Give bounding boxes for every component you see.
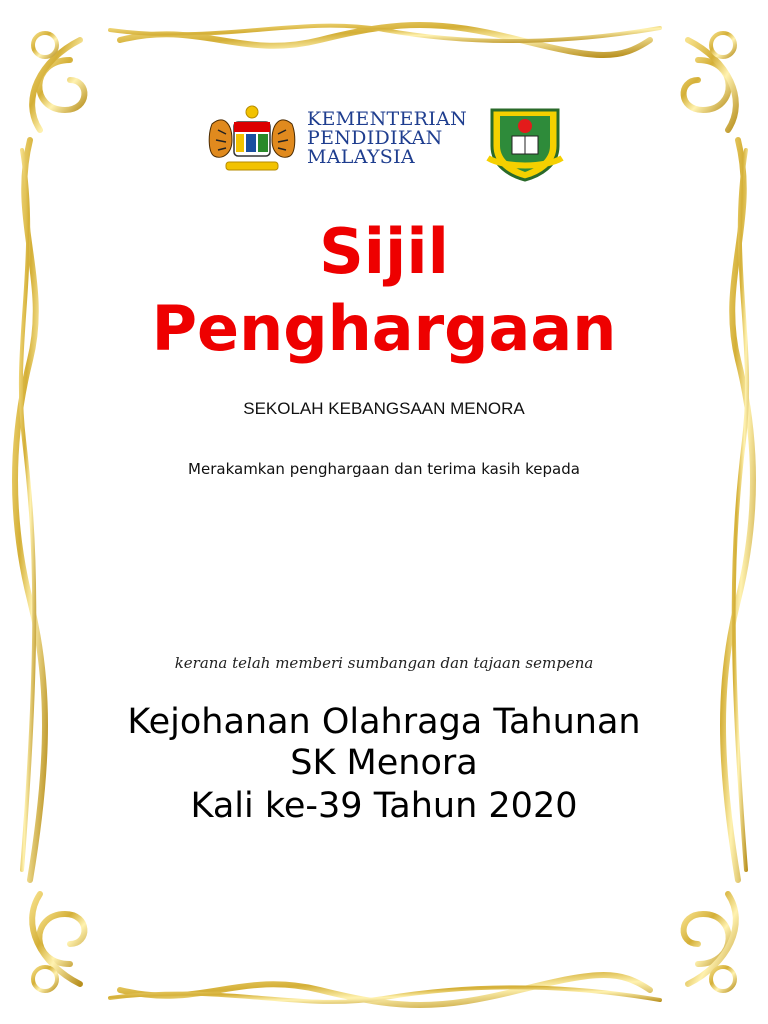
ministry-line-1: KEMENTERIAN [307, 108, 468, 130]
certificate-title-line-2: Penghargaan [151, 292, 617, 365]
event-name-line-2: SK Menora [290, 743, 478, 783]
ministry-line-3: MALAYSIA [307, 146, 415, 168]
logo-header [0, 100, 768, 190]
certificate-title-line-1: Sijil [319, 215, 449, 288]
malaysia-coat-of-arms-logo [204, 104, 300, 176]
reason-statement: kerana telah memberi sumbangan dan tajaan sempena [174, 654, 594, 672]
recognition-statement: Merakamkan penghargaan dan terima kasih kepada [188, 460, 580, 478]
event-name-line-1: Kejohanan Olahraga Tahunan [127, 702, 641, 742]
school-crest-logo [484, 102, 566, 182]
school-name: SEKOLAH KEBANGSAAN MENORA [243, 399, 525, 418]
ministry-line-2: PENDIDIKAN [307, 127, 443, 149]
ministry-name [307, 110, 467, 167]
event-name-line-3: Kali ke-39 Tahun 2020 [190, 786, 578, 826]
